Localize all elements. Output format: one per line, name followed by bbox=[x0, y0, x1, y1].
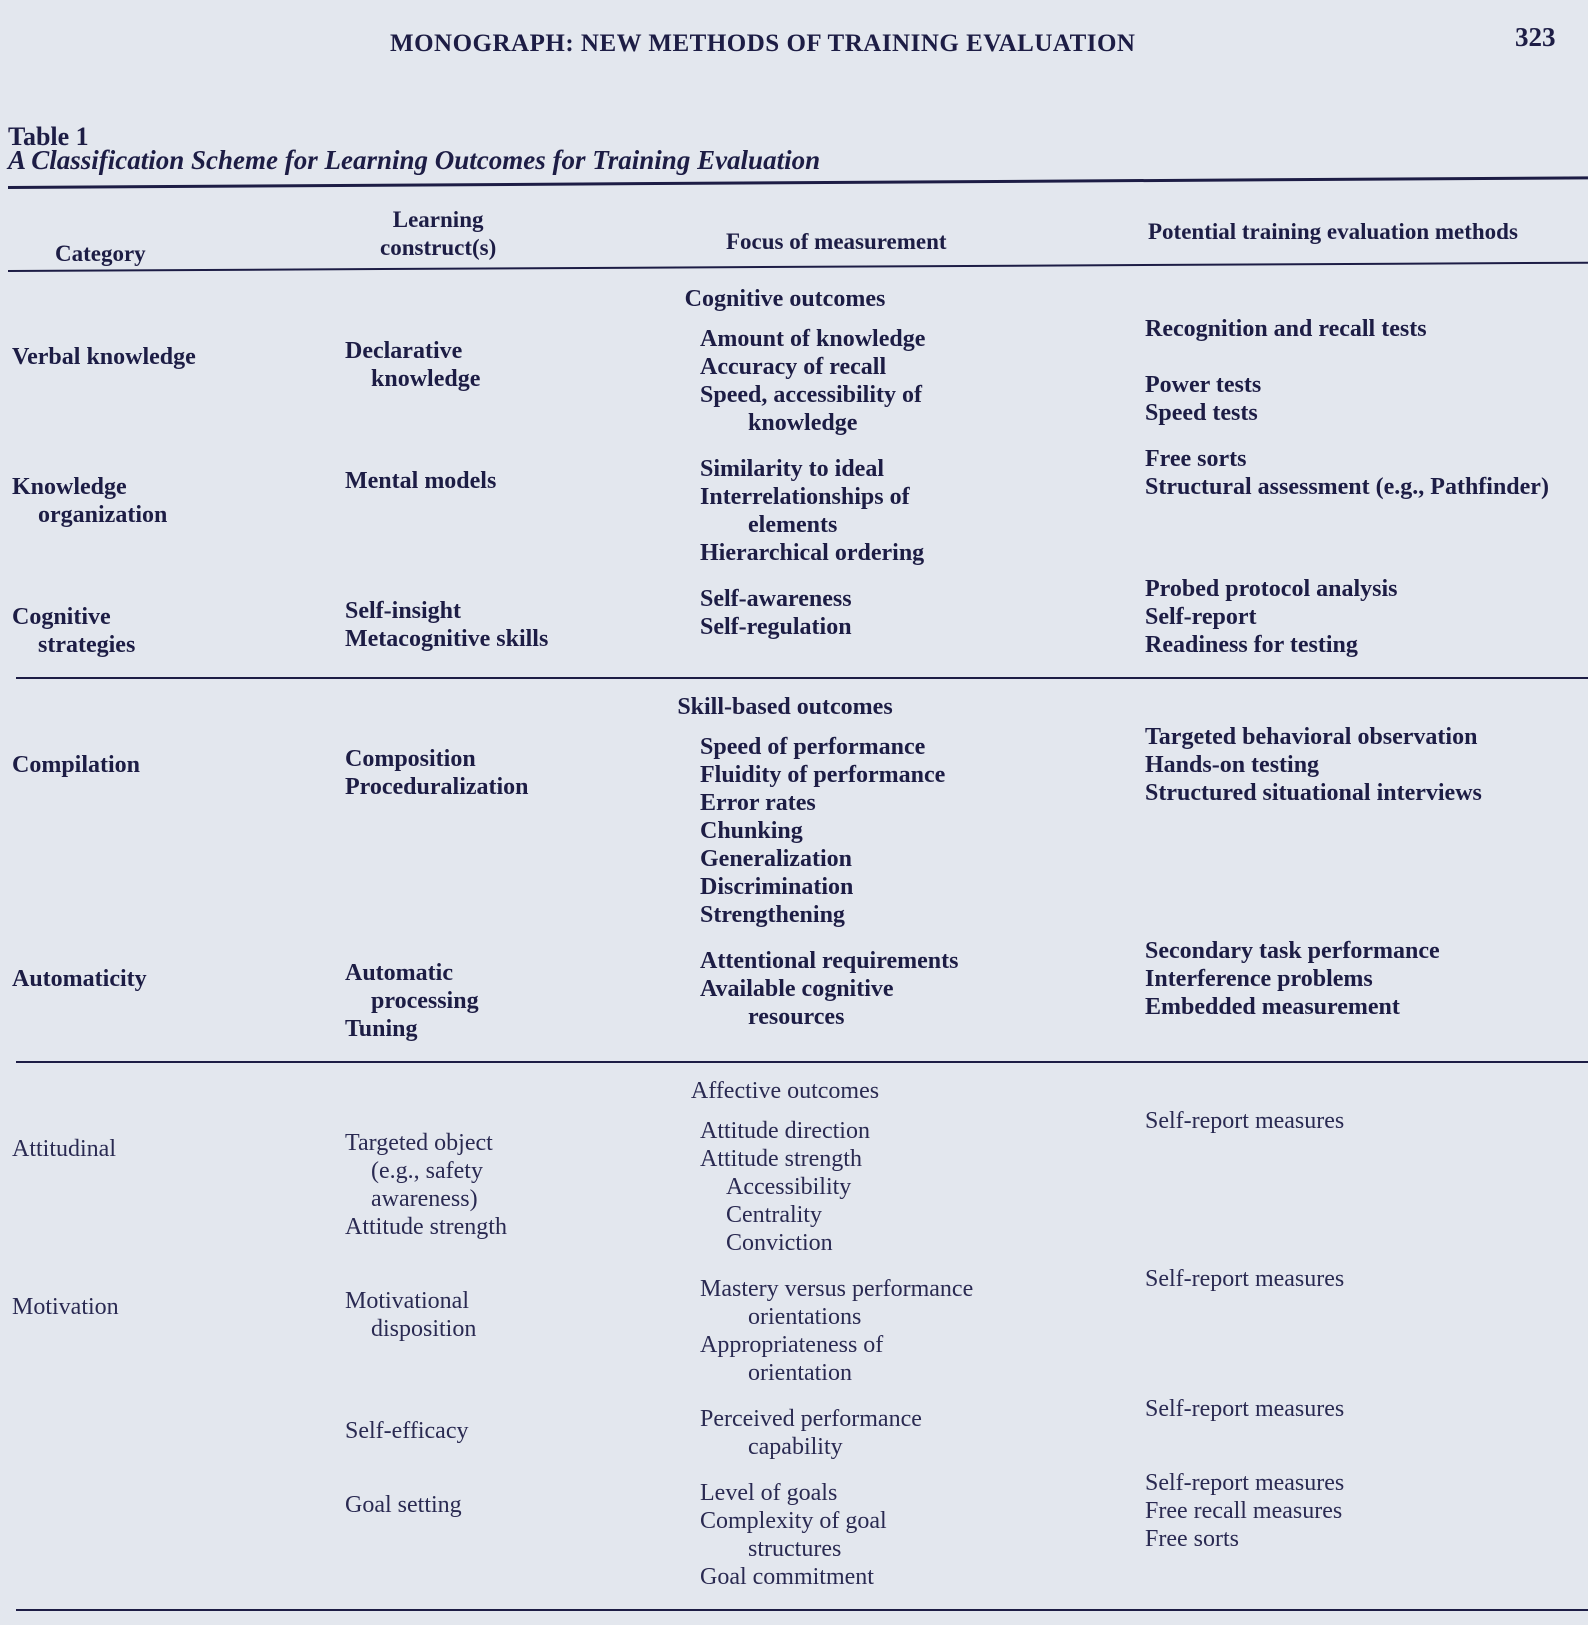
category-cell bbox=[0, 733, 335, 929]
cell-line: Centrality bbox=[726, 1202, 822, 1228]
focus-cell bbox=[690, 947, 1135, 1043]
header-construct-line1: Learning bbox=[392, 207, 484, 232]
cell-line: strategies bbox=[38, 632, 136, 658]
cell-line: Attitude strength bbox=[700, 1146, 862, 1172]
header-construct-line2: construct(s) bbox=[380, 235, 497, 260]
focus-cell bbox=[690, 325, 1135, 437]
methods-cell bbox=[1135, 723, 1588, 929]
table-body bbox=[0, 285, 1588, 1625]
table-title: A Classification Scheme for Learning Outcomes for Training Evaluation bbox=[8, 145, 821, 175]
focus-cell bbox=[690, 1405, 1135, 1461]
cell-line: Cognitive bbox=[12, 604, 111, 630]
cell-line: Structured situational interviews bbox=[1145, 780, 1482, 806]
page-number: 323 bbox=[1515, 22, 1556, 52]
cell-line: Hands-on testing bbox=[1145, 752, 1320, 778]
cell-line: Self-report measures bbox=[1145, 1108, 1345, 1134]
cell-line: Motivation bbox=[12, 1294, 119, 1320]
cell-line: Goal setting bbox=[345, 1492, 462, 1518]
cell-line: Hierarchical ordering bbox=[700, 540, 925, 566]
construct-cell bbox=[335, 1275, 690, 1387]
cell-line: orientation bbox=[748, 1360, 852, 1386]
section-divider bbox=[16, 677, 1588, 679]
cell-line: Level of goals bbox=[700, 1480, 838, 1506]
cell-line: Composition bbox=[345, 746, 476, 772]
cell-line: Error rates bbox=[700, 790, 816, 816]
methods-cell bbox=[1135, 1265, 1588, 1387]
cell-line: Generalization bbox=[700, 846, 852, 872]
table-section bbox=[0, 693, 1588, 1043]
cell-line: Strengthening bbox=[700, 902, 845, 928]
methods-cell bbox=[1135, 1469, 1588, 1591]
table-row bbox=[0, 1396, 1588, 1461]
cell-line: Similarity to ideal bbox=[700, 456, 884, 482]
cell-line bbox=[12, 1423, 335, 1451]
table-section bbox=[0, 285, 1588, 659]
cell-line: Motivational bbox=[345, 1288, 469, 1314]
construct-cell bbox=[335, 455, 690, 567]
header-category: Category bbox=[55, 241, 146, 266]
construct-cell bbox=[335, 325, 690, 437]
cell-line: Self-report bbox=[1145, 604, 1257, 630]
table-row bbox=[0, 938, 1588, 1043]
cell-line: Attentional requirements bbox=[700, 948, 959, 974]
cell-line: Discrimination bbox=[700, 874, 854, 900]
header-focus: Focus of measurement bbox=[726, 229, 947, 254]
table-row bbox=[0, 724, 1588, 929]
cell-line: processing bbox=[371, 988, 479, 1014]
cell-line: Amount of knowledge bbox=[700, 326, 926, 352]
cell-line: Conviction bbox=[726, 1230, 833, 1256]
header-construct bbox=[380, 206, 496, 262]
focus-cell bbox=[690, 585, 1135, 659]
cell-line: Self-report measures bbox=[1145, 1470, 1345, 1496]
cell-line: Automaticity bbox=[12, 966, 147, 992]
category-cell bbox=[0, 947, 335, 1043]
header-rule bbox=[8, 262, 1588, 272]
cell-line: Readiness for testing bbox=[1145, 632, 1358, 658]
cell-line: structures bbox=[748, 1536, 842, 1562]
cell-line: resources bbox=[748, 1004, 845, 1030]
category-cell bbox=[0, 325, 335, 437]
cell-line bbox=[12, 1497, 335, 1525]
cell-line: Fluidity of performance bbox=[700, 762, 946, 788]
cell-line: Perceived performance bbox=[700, 1406, 922, 1432]
cell-line: Automatic bbox=[345, 960, 453, 986]
cell-line: Self-awareness bbox=[700, 586, 852, 612]
cell-line: Complexity of goal bbox=[700, 1508, 887, 1534]
cell-line: capability bbox=[748, 1434, 843, 1460]
cell-line: Self-insight bbox=[345, 598, 462, 624]
cell-line: (e.g., safety bbox=[371, 1158, 483, 1184]
cell-line: disposition bbox=[371, 1316, 477, 1342]
cell-line: Self-report measures bbox=[1145, 1266, 1345, 1292]
running-head: MONOGRAPH: NEW METHODS OF TRAINING EVALUATION bbox=[390, 30, 1136, 57]
header-methods: Potential training evaluation methods bbox=[1148, 219, 1518, 244]
cell-line: Speed, accessibility of bbox=[700, 382, 922, 408]
section-title: Affective outcomes bbox=[690, 1078, 880, 1104]
cell-line: Available cognitive bbox=[700, 976, 894, 1002]
cell-line: orientations bbox=[748, 1304, 862, 1330]
title-rule bbox=[8, 176, 1588, 189]
cell-line: Structural assessment (e.g., Pathfinder) bbox=[1145, 474, 1549, 500]
table-row bbox=[0, 1470, 1588, 1591]
methods-cell bbox=[1135, 445, 1588, 567]
category-cell bbox=[0, 585, 335, 659]
table-row bbox=[0, 446, 1588, 567]
cell-line bbox=[1145, 343, 1588, 371]
methods-cell bbox=[1135, 937, 1588, 1043]
cell-line: organization bbox=[38, 502, 168, 528]
cell-line: Appropriateness of bbox=[700, 1332, 884, 1358]
methods-cell bbox=[1135, 315, 1588, 437]
category-cell bbox=[0, 1117, 335, 1257]
table-row bbox=[0, 1108, 1588, 1257]
cell-line: Recognition and recall tests bbox=[1145, 316, 1427, 342]
cell-line: Power tests bbox=[1145, 372, 1262, 398]
focus-cell bbox=[690, 733, 1135, 929]
cell-line: Probed protocol analysis bbox=[1145, 576, 1398, 602]
cell-line: Self-efficacy bbox=[345, 1418, 469, 1444]
focus-cell bbox=[690, 455, 1135, 567]
table-row bbox=[0, 1266, 1588, 1387]
cell-line: Free sorts bbox=[1145, 1526, 1239, 1552]
cell-line: Speed of performance bbox=[700, 734, 926, 760]
cell-line: Free recall measures bbox=[1145, 1498, 1343, 1524]
construct-cell bbox=[335, 947, 690, 1043]
cell-line: Attitudinal bbox=[12, 1136, 116, 1162]
methods-cell bbox=[1135, 1395, 1588, 1461]
cell-line: Goal commitment bbox=[700, 1564, 874, 1590]
category-cell bbox=[0, 1405, 335, 1461]
cell-line: Attitude direction bbox=[700, 1118, 870, 1144]
cell-line: Declarative bbox=[345, 338, 463, 364]
section-divider bbox=[16, 1061, 1588, 1063]
construct-cell bbox=[335, 1117, 690, 1257]
construct-cell bbox=[335, 1479, 690, 1591]
cell-line: Mastery versus performance bbox=[700, 1276, 974, 1302]
cell-line: Self-regulation bbox=[700, 614, 852, 640]
cell-line: Compilation bbox=[12, 752, 141, 778]
cell-line: Interference problems bbox=[1145, 966, 1373, 992]
cell-line: Proceduralization bbox=[345, 774, 529, 800]
table-row bbox=[0, 576, 1588, 659]
table-section bbox=[0, 1077, 1588, 1591]
category-cell bbox=[0, 1479, 335, 1591]
cell-line: Metacognitive skills bbox=[345, 626, 549, 652]
cell-line: Attitude strength bbox=[345, 1214, 507, 1240]
cell-line: Mental models bbox=[345, 468, 497, 494]
cell-line: Secondary task performance bbox=[1145, 938, 1440, 964]
category-cell bbox=[0, 455, 335, 567]
cell-line: Targeted behavioral observation bbox=[1145, 724, 1478, 750]
cell-line: Interrelationships of bbox=[700, 484, 910, 510]
cell-line: elements bbox=[748, 512, 838, 538]
methods-cell bbox=[1135, 575, 1588, 659]
table-label: Table 1 bbox=[8, 122, 89, 151]
construct-cell bbox=[335, 585, 690, 659]
methods-cell bbox=[1135, 1107, 1588, 1257]
cell-line: Chunking bbox=[700, 818, 803, 844]
cell-line: knowledge bbox=[748, 410, 858, 436]
cell-line: Tuning bbox=[345, 1016, 418, 1042]
cell-line: Self-report measures bbox=[1145, 1396, 1345, 1422]
cell-line: Targeted object bbox=[345, 1130, 493, 1156]
table-row bbox=[0, 316, 1588, 437]
section-divider bbox=[16, 1609, 1588, 1611]
cell-line: knowledge bbox=[371, 366, 481, 392]
construct-cell bbox=[335, 1405, 690, 1461]
construct-cell bbox=[335, 733, 690, 929]
section-title: Cognitive outcomes bbox=[684, 286, 886, 312]
category-cell bbox=[0, 1275, 335, 1387]
cell-line: Verbal knowledge bbox=[12, 344, 196, 370]
cell-line: Embedded measurement bbox=[1145, 994, 1400, 1020]
cell-line: Accuracy of recall bbox=[700, 354, 887, 380]
cell-line: Free sorts bbox=[1145, 446, 1247, 472]
cell-line: Accessibility bbox=[726, 1174, 852, 1200]
focus-cell bbox=[690, 1275, 1135, 1387]
focus-cell bbox=[690, 1479, 1135, 1591]
cell-line: Speed tests bbox=[1145, 400, 1258, 426]
cell-line: awareness) bbox=[371, 1186, 478, 1212]
section-title: Skill-based outcomes bbox=[677, 694, 893, 720]
cell-line: Knowledge bbox=[12, 474, 127, 500]
focus-cell bbox=[690, 1117, 1135, 1257]
